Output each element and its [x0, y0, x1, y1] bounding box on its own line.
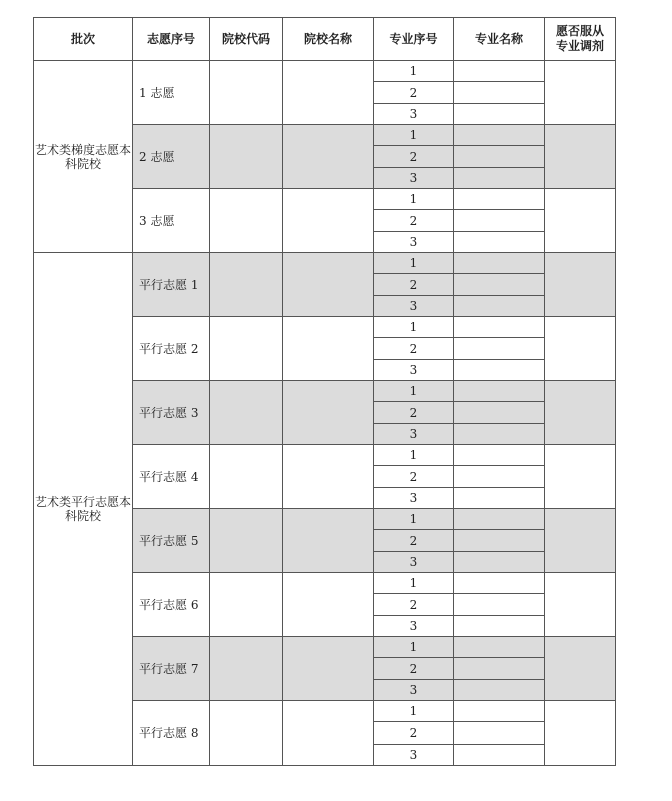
school-code-field[interactable]: [210, 445, 283, 509]
obey-adjustment-field[interactable]: [545, 573, 616, 637]
major-name-field[interactable]: [454, 274, 545, 296]
major-name-field[interactable]: [454, 232, 545, 253]
major-number-cell: 2: [374, 722, 454, 745]
batch-cell: 艺术类平行志愿本科院校: [34, 253, 133, 766]
major-name-field[interactable]: [454, 616, 545, 637]
major-name-field[interactable]: [454, 61, 545, 82]
school-name-field[interactable]: [283, 701, 374, 766]
obey-adjustment-field[interactable]: [545, 701, 616, 766]
major-number-cell: 1: [374, 61, 454, 82]
major-number-cell: 3: [374, 552, 454, 573]
major-number-cell: 3: [374, 360, 454, 381]
major-name-field[interactable]: [454, 552, 545, 573]
school-name-field[interactable]: [283, 637, 374, 701]
major-number-cell: 3: [374, 168, 454, 189]
major-name-field[interactable]: [454, 381, 545, 402]
application-form-table: [33, 17, 616, 766]
major-number-cell: 3: [374, 296, 454, 317]
major-number-cell: 2: [374, 658, 454, 680]
major-name-field[interactable]: [454, 445, 545, 466]
choice-label-cell: 1 志愿: [133, 61, 210, 125]
school-code-field[interactable]: [210, 701, 283, 766]
major-name-field[interactable]: [454, 658, 545, 680]
major-number-cell: 2: [374, 594, 454, 616]
major-number-cell: 3: [374, 745, 454, 766]
choice-label-cell: 2 志愿: [133, 125, 210, 189]
choice-label-cell: 平行志愿 2: [133, 317, 210, 381]
header-major-name: 专业名称: [454, 18, 545, 61]
table-row: [34, 61, 616, 82]
header-batch: 批次: [34, 18, 133, 61]
major-number-cell: 2: [374, 82, 454, 104]
major-name-field[interactable]: [454, 509, 545, 530]
school-name-field[interactable]: [283, 509, 374, 573]
major-name-field[interactable]: [454, 680, 545, 701]
major-name-field[interactable]: [454, 594, 545, 616]
choice-label-cell: 3 志愿: [133, 189, 210, 253]
school-code-field[interactable]: [210, 509, 283, 573]
major-number-cell: 1: [374, 189, 454, 210]
header-school-code: 院校代码: [210, 18, 283, 61]
major-name-field[interactable]: [454, 210, 545, 232]
header-row: [34, 18, 616, 61]
school-name-field[interactable]: [283, 317, 374, 381]
school-code-field[interactable]: [210, 381, 283, 445]
major-number-cell: 3: [374, 680, 454, 701]
choice-label-cell: 平行志愿 3: [133, 381, 210, 445]
major-number-cell: 1: [374, 317, 454, 338]
obey-adjustment-field[interactable]: [545, 61, 616, 125]
major-name-field[interactable]: [454, 573, 545, 594]
major-name-field[interactable]: [454, 637, 545, 658]
school-code-field[interactable]: [210, 573, 283, 637]
choice-label-cell: 平行志愿 8: [133, 701, 210, 766]
major-name-field[interactable]: [454, 104, 545, 125]
school-name-field[interactable]: [283, 125, 374, 189]
choice-label-cell: 平行志愿 4: [133, 445, 210, 509]
obey-adjustment-field[interactable]: [545, 509, 616, 573]
major-number-cell: 1: [374, 509, 454, 530]
major-name-field[interactable]: [454, 466, 545, 488]
header-major-no: 专业序号: [374, 18, 454, 61]
major-name-field[interactable]: [454, 253, 545, 274]
major-number-cell: 1: [374, 125, 454, 146]
school-code-field[interactable]: [210, 125, 283, 189]
major-number-cell: 2: [374, 274, 454, 296]
school-name-field[interactable]: [283, 445, 374, 509]
school-code-field[interactable]: [210, 317, 283, 381]
major-number-cell: 3: [374, 424, 454, 445]
obey-adjustment-field[interactable]: [545, 381, 616, 445]
major-number-cell: 2: [374, 210, 454, 232]
major-name-field[interactable]: [454, 317, 545, 338]
form-body: [34, 61, 616, 766]
major-name-field[interactable]: [454, 701, 545, 722]
header-obey-line2: 专业调剂: [555, 39, 604, 53]
major-number-cell: 1: [374, 253, 454, 274]
major-name-field[interactable]: [454, 189, 545, 210]
school-name-field[interactable]: [283, 253, 374, 317]
major-name-field[interactable]: [454, 424, 545, 445]
choice-label-cell: 平行志愿 6: [133, 573, 210, 637]
school-name-field[interactable]: [283, 573, 374, 637]
major-number-cell: 3: [374, 232, 454, 253]
header-school-name: 院校名称: [283, 18, 374, 61]
school-name-field[interactable]: [283, 381, 374, 445]
batch-cell: 艺术类梯度志愿本科院校: [34, 61, 133, 253]
choice-label-cell: 平行志愿 1: [133, 253, 210, 317]
obey-adjustment-field[interactable]: [545, 125, 616, 189]
obey-adjustment-field[interactable]: [545, 445, 616, 509]
major-name-field[interactable]: [454, 338, 545, 360]
major-number-cell: 1: [374, 573, 454, 594]
school-name-field[interactable]: [283, 61, 374, 125]
major-number-cell: 2: [374, 466, 454, 488]
obey-adjustment-field[interactable]: [545, 189, 616, 253]
major-number-cell: 1: [374, 381, 454, 402]
major-name-field[interactable]: [454, 82, 545, 104]
obey-adjustment-field[interactable]: [545, 317, 616, 381]
major-number-cell: 1: [374, 445, 454, 466]
major-name-field[interactable]: [454, 402, 545, 424]
major-name-field[interactable]: [454, 125, 545, 146]
school-name-field[interactable]: [283, 189, 374, 253]
major-name-field[interactable]: [454, 530, 545, 552]
major-number-cell: 3: [374, 488, 454, 509]
major-name-field[interactable]: [454, 722, 545, 745]
major-number-cell: 3: [374, 104, 454, 125]
major-number-cell: 2: [374, 402, 454, 424]
obey-adjustment-field[interactable]: [545, 637, 616, 701]
major-name-field[interactable]: [454, 168, 545, 189]
major-name-field[interactable]: [454, 360, 545, 381]
major-name-field[interactable]: [454, 745, 545, 766]
major-name-field[interactable]: [454, 146, 545, 168]
major-number-cell: 2: [374, 530, 454, 552]
major-name-field[interactable]: [454, 488, 545, 509]
table-row: [34, 253, 616, 274]
header-choice-no: 志愿序号: [133, 18, 210, 61]
major-name-field[interactable]: [454, 296, 545, 317]
school-code-field[interactable]: [210, 61, 283, 125]
obey-adjustment-field[interactable]: [545, 253, 616, 317]
choice-label-cell: 平行志愿 7: [133, 637, 210, 701]
school-code-field[interactable]: [210, 253, 283, 317]
major-number-cell: 2: [374, 146, 454, 168]
school-code-field[interactable]: [210, 637, 283, 701]
major-number-cell: 1: [374, 637, 454, 658]
major-number-cell: 3: [374, 616, 454, 637]
header-obey-line1: 愿否服从: [555, 24, 604, 38]
header-obey-adjustment: [545, 18, 616, 61]
major-number-cell: 1: [374, 701, 454, 722]
choice-label-cell: 平行志愿 5: [133, 509, 210, 573]
major-number-cell: 2: [374, 338, 454, 360]
school-code-field[interactable]: [210, 189, 283, 253]
